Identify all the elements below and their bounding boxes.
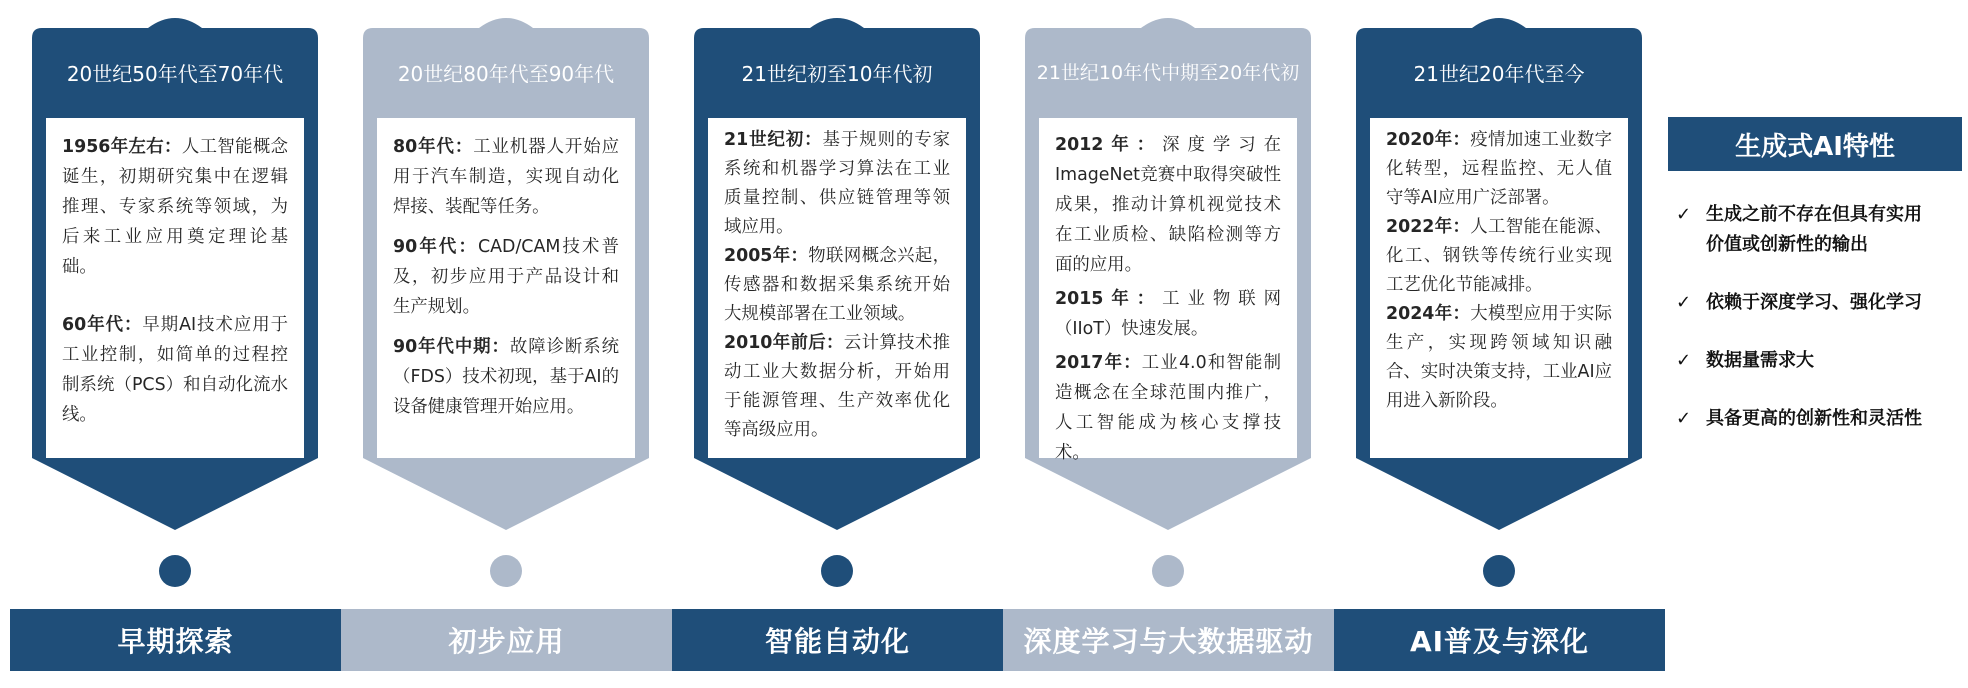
event-label: 2010年前后： bbox=[724, 333, 844, 353]
feature-item bbox=[1676, 404, 1966, 434]
era-description bbox=[1039, 118, 1297, 463]
era-title: 21世纪20年代至今 bbox=[1413, 62, 1585, 86]
era-description bbox=[46, 118, 304, 458]
event-entry bbox=[1055, 348, 1281, 468]
era-title: 21世纪10年代中期至20年代初 bbox=[1036, 62, 1300, 84]
era-card-5 bbox=[1352, 0, 1646, 540]
check-icon: ✓ bbox=[1676, 292, 1692, 313]
timeline-dot bbox=[490, 555, 522, 587]
event-entry bbox=[724, 329, 950, 445]
feature-item bbox=[1676, 288, 1966, 318]
event-label: 60年代： bbox=[62, 315, 143, 335]
era-description bbox=[1370, 118, 1628, 458]
event-label: 2015年： bbox=[1055, 289, 1163, 309]
event-entry bbox=[62, 310, 288, 430]
generative-ai-title: 生成式AI特性 bbox=[1668, 117, 1962, 171]
event-label: 2024年： bbox=[1386, 304, 1471, 324]
stage-label: 初步应用 bbox=[341, 609, 672, 671]
event-text: 人工智能概念诞生，初期研究集中在逻辑推理、专家系统等领域，为后来工业应用奠定理论基础。 bbox=[62, 137, 288, 277]
event-label: 1956年左右： bbox=[62, 137, 182, 157]
event-text: 疫情加速工业数字化转型，远程监控、无人值守等AI应用广泛部署。 bbox=[1386, 130, 1612, 208]
era-description bbox=[708, 118, 966, 458]
era-card-2 bbox=[359, 0, 653, 540]
era-card-4 bbox=[1021, 0, 1315, 540]
event-entry bbox=[393, 132, 619, 222]
event-text: 工业物联网（IIoT）快速发展。 bbox=[1055, 289, 1281, 339]
era-description bbox=[377, 118, 635, 458]
event-label: 2005年： bbox=[724, 246, 809, 266]
stage-label: 早期探索 bbox=[10, 609, 341, 671]
event-text: 基于规则的专家系统和机器学习算法在工业质量控制、供应链管理等领域应用。 bbox=[724, 130, 950, 237]
event-entry bbox=[1386, 300, 1612, 416]
era-title: 20世纪80年代至90年代 bbox=[397, 62, 615, 86]
feature-text: 具备更高的创新性和灵活性 bbox=[1706, 408, 1922, 429]
event-entry bbox=[724, 126, 950, 242]
event-entry bbox=[724, 242, 950, 329]
feature-text: 生成之前不存在但具有实用价值或创新性的输出 bbox=[1706, 204, 1922, 255]
era-card-1 bbox=[28, 0, 322, 540]
timeline-dot bbox=[1483, 555, 1515, 587]
event-label: 90年代： bbox=[393, 237, 479, 257]
event-text: 工业机器人开始应用于汽车制造，实现自动化焊接、装配等任务。 bbox=[393, 137, 619, 217]
check-icon: ✓ bbox=[1676, 408, 1692, 429]
event-text: 深度学习在ImageNet竞赛中取得突破性成果，推动计算机视觉技术在工业质检、缺陷检测等方面的应用。 bbox=[1055, 135, 1281, 275]
era-title: 21世纪初至10年代初 bbox=[741, 62, 933, 86]
stage-bar bbox=[10, 609, 1665, 671]
event-entry bbox=[393, 332, 619, 422]
feature-text: 依赖于深度学习、强化学习 bbox=[1706, 292, 1922, 313]
event-entry bbox=[1055, 284, 1281, 344]
era-title: 20世纪50年代至70年代 bbox=[66, 62, 284, 86]
stage-label: 深度学习与大数据驱动 bbox=[1003, 609, 1334, 671]
event-text: 人工智能在能源、化工、钢铁等传统行业实现工艺优化节能减排。 bbox=[1386, 217, 1612, 295]
event-text: 大模型应用于实际生产，实现跨领域知识融合、实时决策支持，工业AI应用进入新阶段。 bbox=[1386, 304, 1612, 411]
feature-item bbox=[1676, 346, 1966, 376]
event-text: 云计算技术推动工业大数据分析，开始用于能源管理、生产效率优化等高级应用。 bbox=[724, 333, 950, 440]
event-text: 早期AI技术应用于工业控制，如简单的过程控制系统（PCS）和自动化流水线。 bbox=[62, 315, 288, 425]
event-label: 2020年： bbox=[1386, 130, 1471, 150]
event-label: 2012年： bbox=[1055, 135, 1163, 155]
feature-item bbox=[1676, 200, 1966, 260]
timeline-dot bbox=[1152, 555, 1184, 587]
event-label: 80年代： bbox=[393, 137, 474, 157]
event-entry bbox=[62, 132, 288, 282]
event-label: 21世纪初： bbox=[724, 130, 823, 150]
event-entry bbox=[1055, 130, 1281, 280]
event-label: 2022年： bbox=[1386, 217, 1471, 237]
era-card-3 bbox=[690, 0, 984, 540]
generative-ai-features bbox=[1676, 200, 1966, 462]
event-text: 工业4.0和智能制造概念在全球范围内推广，人工智能成为核心支撑技术。 bbox=[1055, 353, 1281, 463]
timeline-dot bbox=[821, 555, 853, 587]
event-text: 物联网概念兴起，传感器和数据采集系统开始大规模部署在工业领域。 bbox=[724, 246, 950, 324]
timeline-dot bbox=[159, 555, 191, 587]
event-text: 故障诊断系统（FDS）技术初现，基于AI的设备健康管理开始应用。 bbox=[393, 337, 619, 417]
event-entry bbox=[1386, 213, 1612, 300]
check-icon: ✓ bbox=[1676, 350, 1692, 371]
event-entry bbox=[1386, 126, 1612, 213]
event-entry bbox=[393, 232, 619, 322]
event-label: 2017年： bbox=[1055, 353, 1142, 373]
stage-label: 智能自动化 bbox=[672, 609, 1003, 671]
feature-text: 数据量需求大 bbox=[1706, 350, 1814, 371]
stage-label: AI普及与深化 bbox=[1334, 609, 1665, 671]
event-text: CAD/CAM技术普及，初步应用于产品设计和生产规划。 bbox=[393, 237, 619, 317]
check-icon: ✓ bbox=[1676, 204, 1692, 225]
event-label: 90年代中期： bbox=[393, 337, 510, 357]
